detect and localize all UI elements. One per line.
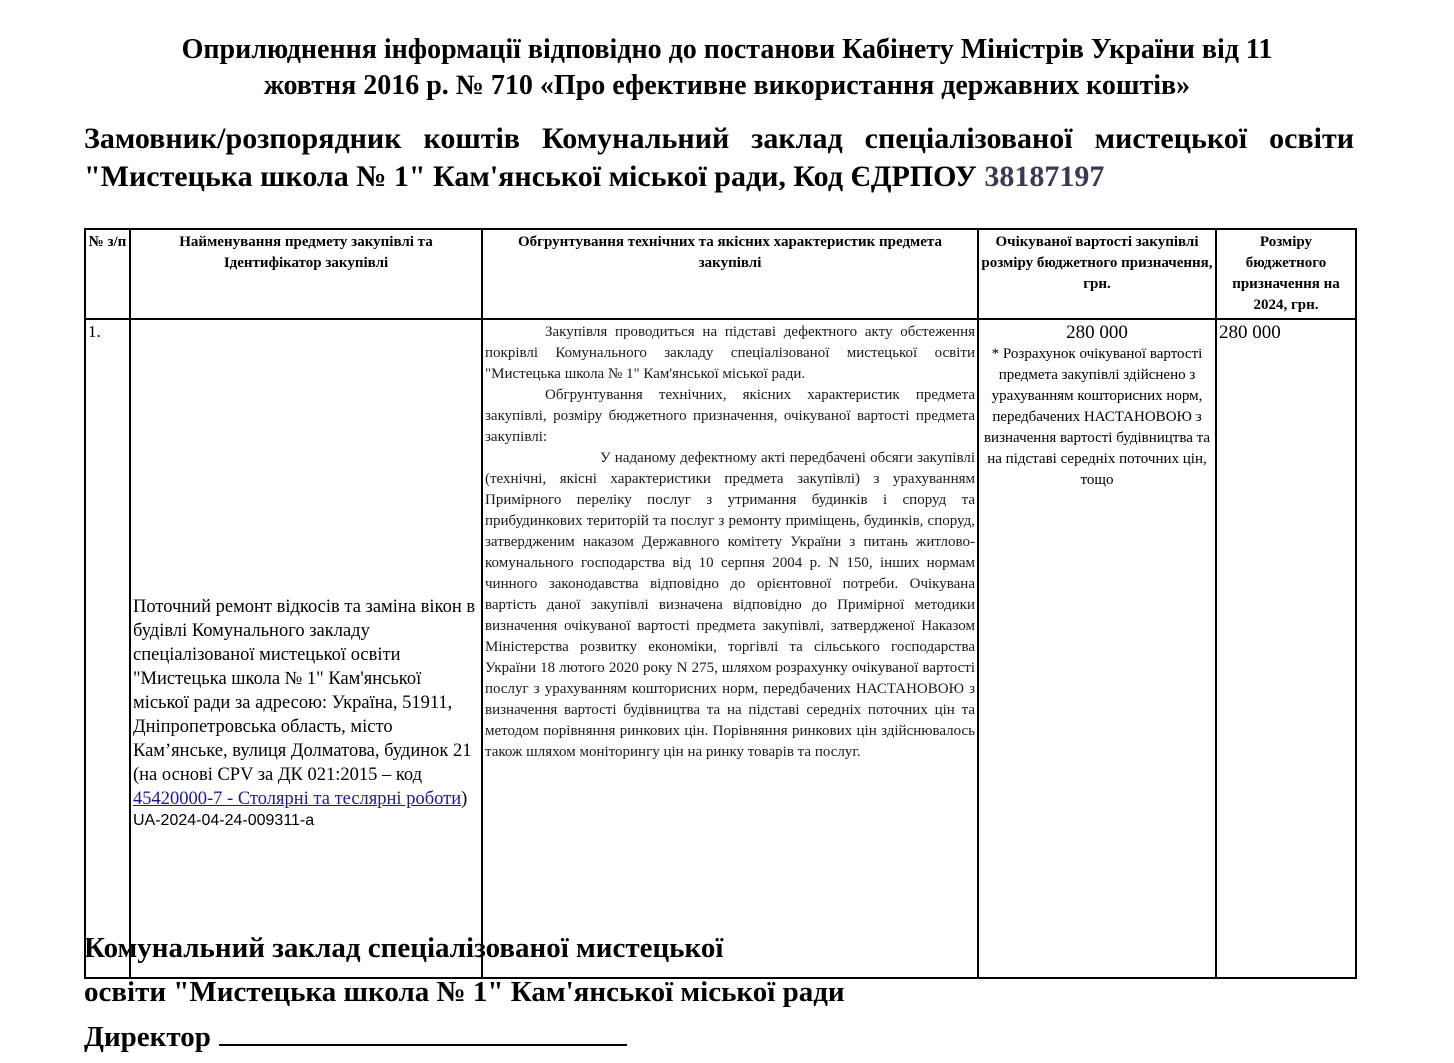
row-budget: 280 000 — [1216, 319, 1356, 978]
justification-paragraph-2: Обгрунтування технічних, якісних характеристик предмета закупівлі, розміру бюджетного призначення, очікуваної вартості предмета закупівлі: — [485, 387, 975, 445]
cpv-code-link[interactable]: 45420000-7 - Столярні та теслярні роботи — [133, 788, 462, 809]
customer-text: Замовник/розпорядник коштів Комунальний заклад спеціалізованої мистецької освіти "Мистецька школа № 1" Кам'янської міської ради, Код ЄДРПОУ — [84, 122, 1354, 193]
org-line-2: освіти "Мистецька школа № 1" Кам'янської міської ради — [84, 976, 845, 1008]
signature-block — [84, 926, 845, 1059]
procurement-id: UA-2024-04-24-009311-a — [133, 811, 315, 829]
org-line-1: Комунальний заклад спеціалізованої мистецької — [84, 932, 724, 964]
header-justification: Обгрунтування технічних та якісних характеристик предмета закупівлі — [482, 229, 978, 319]
title-line-2: жовтня 2016 р. № 710 «Про ефективне використання державних коштів» — [263, 70, 1191, 101]
header-num: № з/п — [85, 229, 130, 319]
row-name-text: Поточний ремонт відкосів та заміна вікон в будівлі Комунального закладу спеціалізованої мистецької освіти "Мистецька школа № 1" Кам'янської міської ради за адресою: Україна, 51911, Дніпропетровська область, місто Кам’янське, вулиця Долматова, будинок 21 (на основі CPV за ДК 021:2015 – код — [133, 596, 476, 785]
header-expected-cost: Очікуваної вартості закупівлі розміру бюджетного призначення, грн. — [978, 229, 1216, 319]
row-expected-cost-cell — [978, 319, 1216, 978]
procurement-table — [84, 228, 1357, 979]
customer-code: 38187197 — [984, 160, 1105, 193]
document-title — [60, 32, 1394, 104]
expected-cost-amount: 280 000 — [1066, 322, 1128, 343]
justification-paragraph-3: У наданому дефектному акті передбачені обсяги закупівлі (технічні, якісні характеристики предмета закупівлі) з урахуванням Примірного переліку послуг з утримання будинків і споруд та прибудинкових територій та послуг з ремонту приміщень, будинків, споруд, затвердженим наказом Державного комітету України з питань житлово-комунального господарства від 10 серпня 2004 р. N 150, інших нормам чинного законодавства відповідно до орієнтовної потреби. Очікувана вартість даної закупівлі визначена відповідно до Примірної методики визначення очікуваної вартості предмета закупівлі, затвердженої Наказом Міністерства розвитку економіки, торгівлі та сільського господарства України 18 лютого 2020 року N 275, шляхом розрахунку очікуваної вартості послуг з урахуванням кошторисних норм, передбачених НАСТАНОВОЮ з визначення вартості будівництва та на підставі середніх поточних цін та методом порівняння ринкових цін. Порівняння ринкових цін здійснювалось також шляхом моніторингу цін на ринку товарів та послуг. — [485, 450, 975, 760]
expected-cost-note: * Розрахунок очікуваної вартості предмета закупівлі здійснено з урахуванням кошторисних норм, передбачених НАСТАНОВОЮ з визначення вартості будівництва та на підставі середніх поточних цін, тощо — [983, 346, 1211, 488]
row-name-cell — [130, 319, 482, 978]
header-budget: Розміру бюджетного призначення на 2024, грн. — [1216, 229, 1356, 319]
title-line-1: Оприлюднення інформації відповідно до постанови Кабінету Міністрів України від 11 — [181, 34, 1273, 65]
justification-paragraph-1: Закупівля проводиться на підставі дефектного акту обстеження покрівлі Комунального закладу спеціалізованої мистецької освіти "Мистецька школа № 1" Кам'янської міської ради. — [485, 324, 975, 382]
director-line — [84, 1014, 845, 1059]
table-header-row — [85, 229, 1356, 319]
row-num: 1. — [85, 319, 130, 978]
director-label: Директор — [84, 1021, 211, 1053]
table-row — [85, 319, 1356, 978]
signature-line — [219, 1014, 627, 1046]
customer-info — [84, 120, 1354, 196]
header-name: Найменування предмету закупівлі та Ідентифікатор закупівлі — [130, 229, 482, 319]
row-justification-cell — [482, 319, 978, 978]
row-name-close: ) — [461, 788, 468, 809]
